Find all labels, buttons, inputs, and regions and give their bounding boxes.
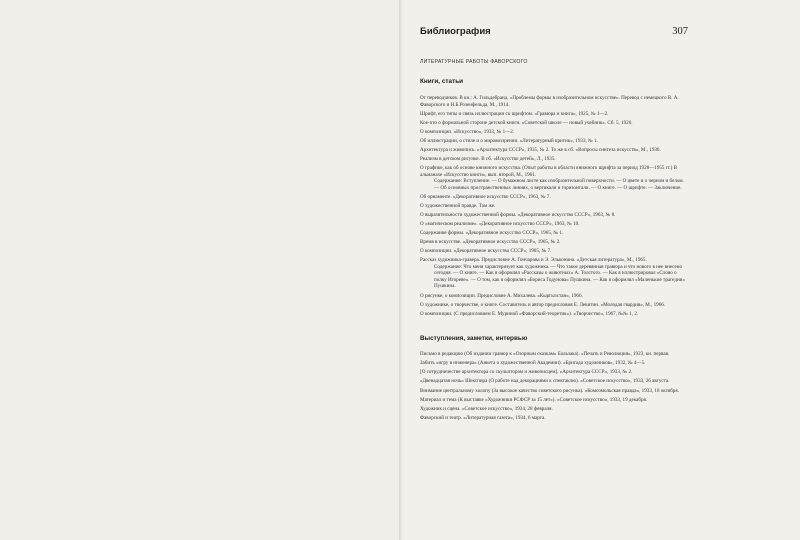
books-heading: Книги, статьи: [420, 78, 464, 85]
bibliography-entry: [420, 129, 688, 136]
entry-text: Художник и сцена. «Советское искусство», 1934, 28 февраля.: [420, 405, 553, 412]
entry-text: Материал и тема (К выставке «Художники РСФСР за 15 лет»). «Советское искусство», 1933, 19 декабря.: [420, 396, 648, 403]
entry-text: Об орнаменте. «Декоративное искусство СССР», 1963, № 7.: [420, 193, 551, 200]
bibliography-entry: [420, 165, 688, 191]
books-list: [420, 95, 688, 317]
bibliography-entry: [420, 388, 688, 395]
entry-text: Забить «игру в инженера» (Анкета о художественной Академии). «Бригада художников», 1932, № 4—5.: [420, 360, 646, 367]
page-number: 307: [672, 26, 688, 37]
bibliography-entry: [420, 302, 688, 309]
entry-contents-note: Содержание: Что меня характеризует как художника. — Что такое деревянная гравюра и что нового в нее внесено сегодня. — О книге. — Как я оформлял «Рассказы о животных» А. Толстого. — Как я иллюстрировал «Слово о полку Игореве». — О том, как я оформлял «Бориса Годунова» Пушкина. — Как я оформлял «Маленькие трагедии» Пушкина.: [434, 263, 685, 290]
entry-text: О композиции. «Искусство», 1933, № 1—2.: [420, 128, 515, 135]
left-page-blank: [0, 0, 399, 540]
bibliography-entry: [420, 369, 688, 376]
bibliography-entry: [420, 248, 688, 255]
bibliography-entry: [420, 360, 688, 367]
bibliography-entry: [420, 230, 688, 237]
entry-text: О «магическом реализме». «Декоративное искусство СССР», 1963, № 10.: [420, 221, 580, 228]
entry-text: Время в искусстве. «Декоративное искусство СССР», 1965, № 2.: [420, 239, 561, 246]
entry-contents-note: Содержание: Вступление. — О бумажном листе как изобразительной поверхности. — О цвете и о черном и белом. — Об основных пространственных линиях, о вертикали и горизонтали. — О книге. — О шрифте. — Заключение.: [434, 178, 684, 191]
entry-text: О художественной правде. Там же.: [420, 202, 496, 209]
section-title: ЛИТЕРАТУРНЫЕ РАБОТЫ ФАВОРСКОГО: [420, 59, 528, 65]
bibliography-entry: [420, 351, 688, 358]
running-head: [420, 26, 688, 37]
page-content: [420, 26, 688, 424]
entry-text: О композиции. «Декоративное искусство СССР», 1965, № 7.: [420, 248, 552, 255]
entry-text: Рассказ художника-гравера. Предисловие А. Гончарова и Э. Эльконина. «Детская литература», М., 1965.: [420, 257, 647, 264]
entry-text: Внимание центральному холопу (За высокое качество советского рисунка). «Комсомольская правда», 1933, 18 октября.: [420, 387, 679, 394]
bibliography-entry: [420, 203, 688, 210]
bibliography-entry: [420, 293, 688, 300]
bibliography-entry: [420, 406, 688, 413]
bibliography-entry: [420, 147, 688, 154]
running-head-title: Библиография: [420, 26, 491, 37]
bibliography-entry: [420, 378, 688, 385]
bibliography-entry: [420, 311, 688, 318]
bibliography-entry: [420, 257, 688, 290]
entry-text: Шрифт, его типы и связь иллюстрации со шрифтом. «Гравюра и книга», 1925, № 1—2.: [420, 110, 609, 117]
entry-text: О графике, как об основе книжного искусства. (Опыт работы в области книжного шрифта за период 1928—1955 гг.) В альманахе «Искусство книги», вып. второй, М., 1961.: [420, 165, 677, 178]
bibliography-entry: [420, 221, 688, 228]
bibliography-entry: [420, 120, 688, 127]
bibliography-entry: [420, 156, 688, 163]
entry-text: «Двенадцатая ночь» Шекспира (О работе над декорациями к спектаклю). «Советское искусство», 1933, 26 августа.: [420, 378, 670, 385]
entry-text: О рисунке, о композиции. Предисловие А. Михалева. «Кыргызстан», 1966.: [420, 292, 583, 299]
entry-text: Об иллюстрации, о стиле и о мировоззрении. «Литературный критик», 1933, № 1.: [420, 137, 598, 144]
entry-text: Реализм в детском рисунке. В сб. «Искусство детей», Л., 1935.: [420, 156, 556, 163]
bibliography-entry: [420, 239, 688, 246]
entry-text: Письмо в редакцию (Об издании гравюр к «Озорным сказкам» Бальзака). «Печать и Революция», 1923, кн. первая.: [420, 351, 670, 358]
speeches-list: [420, 351, 688, 421]
bibliography-entry: [420, 194, 688, 201]
bibliography-entry: [420, 397, 688, 404]
bibliography-entry: [420, 415, 688, 422]
entry-text: Содержание формы. «Декоративное искусство СССР», 1965, № 1.: [420, 230, 564, 237]
entry-text: О художнике, о творчестве, о книге. Составитель и автор предисловия Е. Левитин. «Молодая гвардия», М., 1966.: [420, 301, 666, 308]
entry-text: Архитектура и живопись. «Архитектура СССР», 1935, № 2. То же в сб. «Вопросы синтеза искусств», М., 1936.: [420, 146, 661, 153]
bibliography-entry: [420, 111, 688, 118]
bibliography-entry: [420, 95, 688, 108]
entry-text: [О сотрудничестве архитектора со скульптором и живописцем]. «Архитектура СССР», 1933, № 2.: [420, 369, 633, 376]
bibliography-entry: [420, 212, 688, 219]
right-page: [402, 0, 800, 540]
bibliography-entry: [420, 138, 688, 145]
entry-text: О композиции. (С предисловием Е. Муриной «Фаворский-теоретик»). «Творчество», 1967, №№ 1, 2.: [420, 310, 639, 317]
entry-text: Кое-что о формальной стороне детской книги. «Советской школе — новый учебник». Сб. 5, 1926.: [420, 119, 633, 126]
entry-text: О выразительности художественной формы. «Декоративное искусство СССР», 1963, № 8.: [420, 211, 616, 218]
entry-text: Фаворский и театр. «Литературная газета», 1934, 6 марта.: [420, 414, 546, 421]
speeches-heading: Выступления, заметки, интервью: [420, 335, 528, 343]
entry-text: От переводчиков. В кн.: А. Гильдебранд. «Проблемы формы в изобразительном искусстве». Перевод с немецкого В. А. Фаворского и Н.Б.Розенфельда, М., 1914.: [420, 95, 679, 108]
